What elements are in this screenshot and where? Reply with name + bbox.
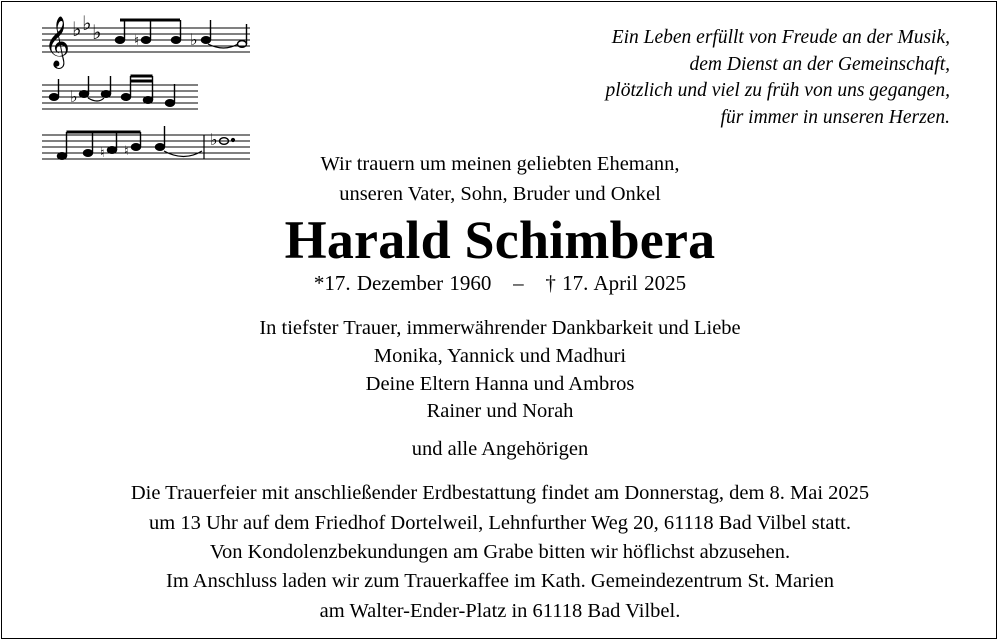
svg-text:♭: ♭ xyxy=(82,14,92,35)
coffee-line: Im Anschluss laden wir zum Trauerkaffee im Kath. Gemeindezentrum St. Marien xyxy=(166,570,834,592)
deceased-name: Harald Schimbera xyxy=(284,210,716,270)
funeral-details xyxy=(2,479,998,568)
family-member: Monika, Yannick und Madhuri xyxy=(373,345,627,367)
sheet-music-notation-icon xyxy=(40,14,252,166)
coffee-line: am Walter-Ender-Platz in 61118 Bad Vilbel. xyxy=(319,599,681,622)
svg-text:♭: ♭ xyxy=(92,20,102,44)
svg-text:♮: ♮ xyxy=(124,144,129,159)
intro-text xyxy=(2,149,998,209)
funeral-line: Von Kondolenzbekundungen am Grabe bitten wir höflichst abzusehen. xyxy=(209,541,791,563)
memorial-quote xyxy=(490,25,950,131)
svg-text:♮: ♮ xyxy=(134,33,140,49)
family-list xyxy=(2,343,998,426)
obituary-notice xyxy=(1,1,997,639)
birth-date: *17. Dezember 1960 xyxy=(313,271,492,295)
life-dates xyxy=(2,268,998,298)
coffee-invitation xyxy=(2,567,998,626)
svg-text:♭: ♭ xyxy=(72,17,82,41)
funeral-line: um 13 Uhr auf dem Friedhof Dortelweil, Lehnfurther Weg 20, 61118 Bad Vilbel statt. xyxy=(149,511,851,534)
funeral-line: Die Trauerfeier mit anschließender Erdbestattung findet am Donnerstag, dem 8. Mai 2025 xyxy=(130,482,870,504)
svg-text:♭: ♭ xyxy=(190,30,198,49)
quote-line: plötzlich und viel zu früh von uns gegangen, xyxy=(605,80,950,101)
intro-line: Wir trauern um meinen geliebten Ehemann, xyxy=(320,153,680,175)
relatives-line: und alle Angehörigen xyxy=(411,438,589,460)
date-separator: – xyxy=(513,271,524,295)
quote-line: dem Dienst an der Gemeinschaft, xyxy=(689,53,950,75)
family-member: Rainer und Norah xyxy=(426,400,574,422)
intro-line: unseren Vater, Sohn, Bruder und Onkel xyxy=(339,183,661,205)
svg-text:♭: ♭ xyxy=(70,87,78,106)
quote-line: Ein Leben erfüllt von Freude an der Musik, xyxy=(611,27,950,48)
quote-line: für immer in unseren Herzen. xyxy=(720,106,950,128)
svg-text:𝄞: 𝄞 xyxy=(44,16,71,67)
death-date: † 17. April 2025 xyxy=(545,271,687,295)
family-member: Deine Eltern Hanna und Ambros xyxy=(365,372,635,395)
svg-text:♭: ♭ xyxy=(210,130,218,149)
mourning-line: In tiefster Trauer, immerwährender Dankbarkeit und Liebe xyxy=(259,317,741,339)
svg-text:♮: ♮ xyxy=(100,146,105,161)
